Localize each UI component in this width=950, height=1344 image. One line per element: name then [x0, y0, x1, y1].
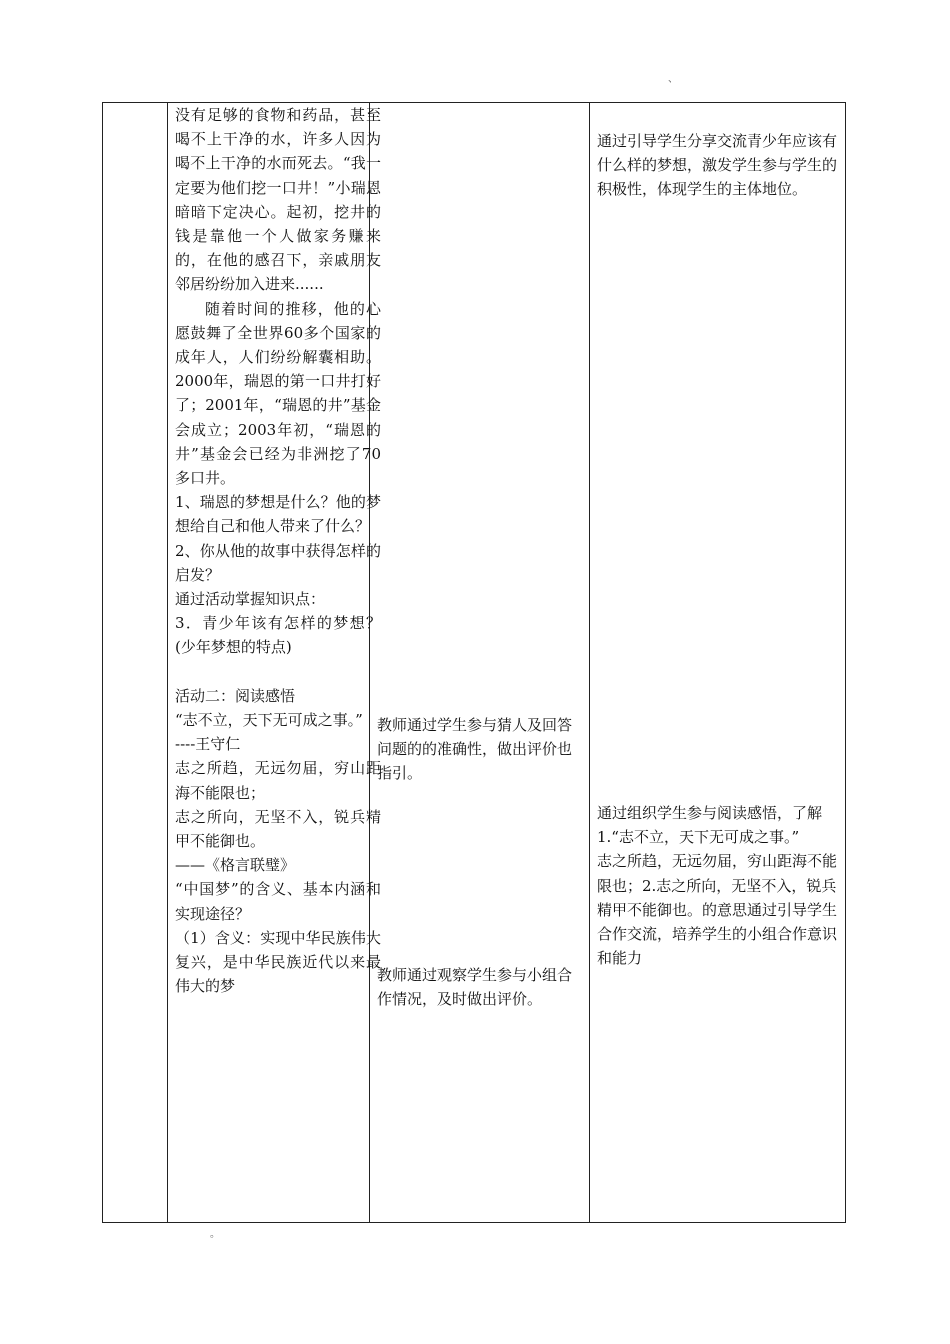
- quote-text: 志之所向，无坚不入，锐兵精甲不能御也。: [175, 807, 381, 851]
- lesson-plan-table: [102, 102, 846, 1223]
- quote-text: “志不立，天下无可成之事。”: [175, 711, 363, 730]
- question-item: “中国梦”的含义、基本内涵和实现途径？: [175, 880, 381, 923]
- activity-content-cell: [175, 103, 381, 999]
- evaluation-text: 教师通过观察学生参与小组合作情况，及时做出评价。: [377, 966, 573, 1009]
- page-mark-top: 、: [668, 74, 678, 85]
- definition-text: （1）含义：实现中华民族伟大复兴，是中华民族近代以来最伟大的梦: [175, 928, 381, 996]
- intent-text: 志之所趋，无远勿届，穷山距海不能限也；2.志之所向，无坚不入，锐兵精甲不能御也。的意思通过引导学生合作交流，培养学生的小组合作意识和能力: [597, 852, 838, 968]
- quote-source: ——《格言联璧》: [175, 856, 296, 875]
- question-item: 1、瑞恩的梦想是什么？他的梦想给自己和他人带来了什么？: [175, 493, 381, 536]
- teacher-evaluation-cell: [377, 713, 585, 786]
- knowledge-point-label: 通过活动掌握知识点：: [175, 590, 326, 609]
- story-paragraph: 没有足够的食物和药品，甚至喝不上干净的水，许多人因为喝不上干净的水而死去。“我一定要为他们挖一口井！”小瑞恩暗暗下定决心。起初，挖井的钱是靠他一个人做家务赚来的，在他的感召下，亲戚朋友邻居纷纷加入进来......: [175, 106, 381, 294]
- question-item: 2、你从他的故事中获得怎样的启发？: [175, 541, 381, 584]
- column-divider: [167, 103, 168, 1222]
- spacer: [175, 660, 381, 684]
- intent-text: 通过引导学生分享交流青少年应该有什么样的梦想，激发学生参与学生的积极性，体现学生的主体地位。: [597, 132, 838, 199]
- design-intent-cell: [597, 129, 839, 202]
- column-divider: [589, 103, 590, 1222]
- quote-author: ----王守仁: [175, 735, 241, 754]
- quote-text: 志之所趋，无远勿届，穷山距海不能限也；: [175, 759, 381, 802]
- activity-title: 活动二：阅读感悟: [175, 686, 296, 705]
- intent-text: 通过组织学生参与阅读感悟，了解1.“志不立，天下无可成之事。”: [597, 804, 823, 847]
- teacher-evaluation-cell: [377, 963, 585, 1011]
- evaluation-text: 教师通过学生参与猜人及回答问题的的准确性，做出评价也指引。: [377, 716, 573, 783]
- question-item: 3．青少年该有怎样的梦想？(少年梦想的特点): [175, 614, 381, 657]
- story-paragraph: 随着时间的推移，他的心愿鼓舞了全世界60多个国家的成年人，人们纷纷解囊相助。2000年，瑞恩的第一口井打好了；2001年，“瑞恩的井”基金会成立；2003年初，“瑞恩的井”基金会已经为非洲挖了70多口井。: [175, 299, 381, 488]
- design-intent-cell: [597, 801, 839, 970]
- page-mark-bottom: 。: [210, 1229, 220, 1240]
